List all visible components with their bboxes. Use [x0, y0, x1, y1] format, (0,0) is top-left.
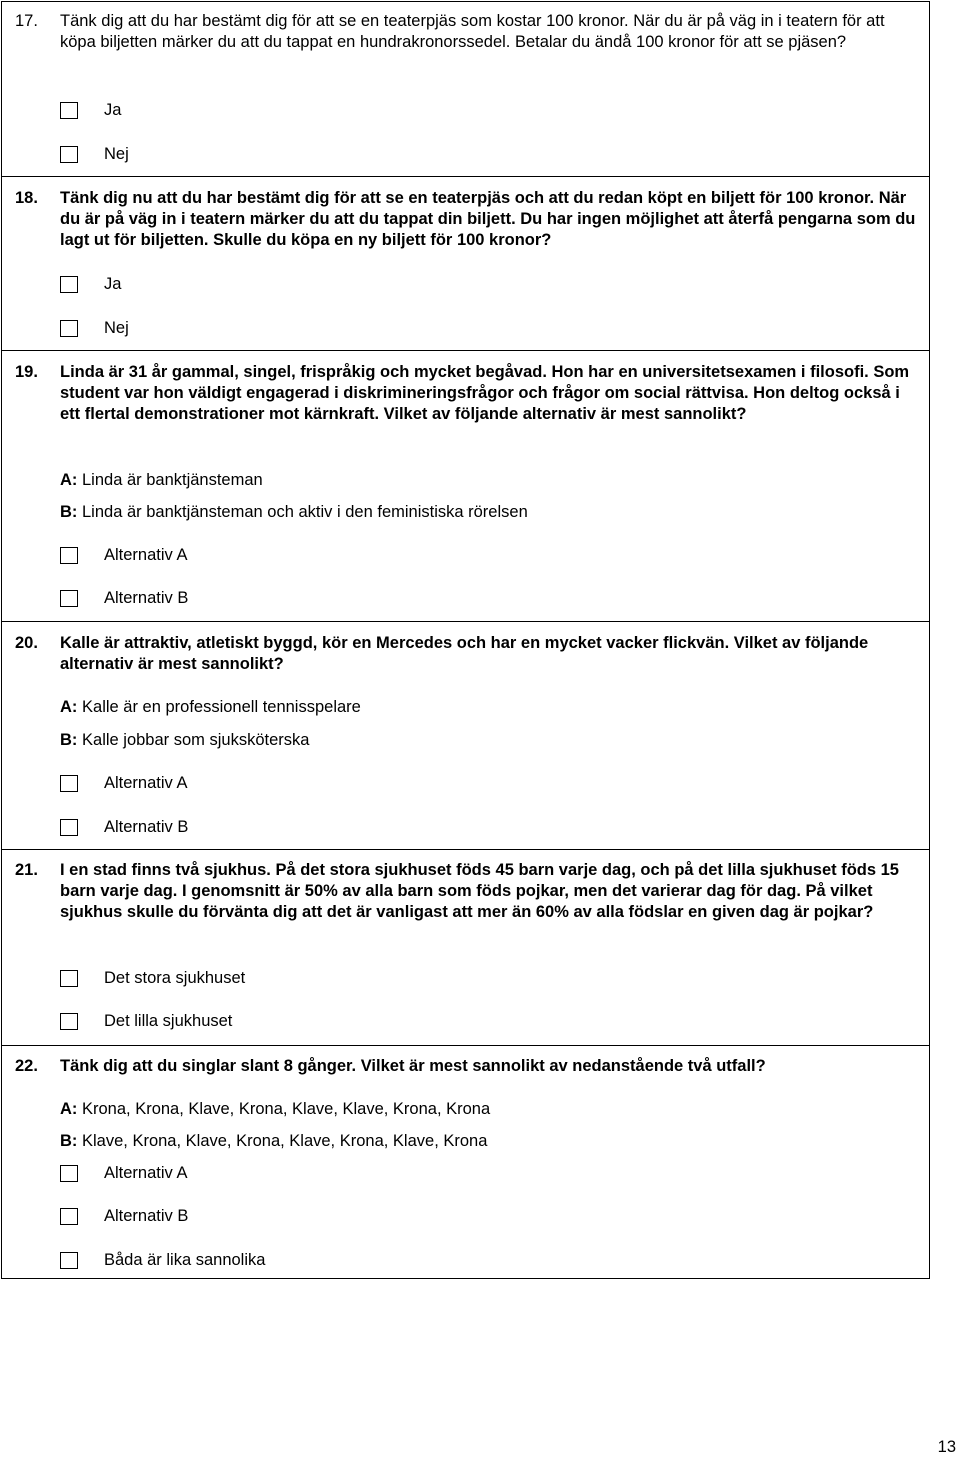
question-21 — [1, 849, 930, 1045]
checkbox[interactable] — [60, 775, 78, 792]
option-alternativ-a[interactable] — [60, 544, 187, 566]
checkbox[interactable] — [60, 970, 78, 987]
option-label: Ja — [104, 100, 122, 119]
alternative-b: B: Klave, Krona, Klave, Krona, Klave, Krona, Klave, Krona — [60, 1132, 488, 1150]
question-number: 21. — [15, 861, 38, 879]
option-det-stora-sjukhuset[interactable] — [60, 967, 245, 989]
alternative-b: B: Kalle jobbar som sjuksköterska — [60, 731, 310, 749]
option-det-lilla-sjukhuset[interactable] — [60, 1010, 232, 1032]
option-alternativ-b[interactable] — [60, 587, 188, 609]
checkbox[interactable] — [60, 1165, 78, 1182]
checkbox[interactable] — [60, 276, 78, 293]
option-ja[interactable] — [60, 99, 121, 121]
alternative-a: A: Kalle är en professionell tennisspelare — [60, 698, 361, 716]
question-19 — [1, 350, 930, 621]
question-17 — [1, 1, 930, 176]
question-text: Tänk dig nu att du har bestämt dig för att se en teaterpjäs och att du redan köpt en biljett för 100 kronor. När du är på väg in i teatern märker du att du tappat din biljett. Du har ingen möjlighet att återfå pengarna som du lagt ut för biljetten. Skulle du köpa en ny biljett för 100 kronor? — [60, 189, 916, 249]
option-nej[interactable] — [60, 143, 129, 165]
option-alternativ-b[interactable] — [60, 1205, 188, 1227]
option-label: Ja — [104, 274, 122, 293]
checkbox[interactable] — [60, 320, 78, 337]
alternative-b: B: Linda är banktjänsteman och aktiv i den feministiska rörelsen — [60, 503, 528, 521]
checkbox[interactable] — [60, 547, 78, 564]
option-alternativ-a[interactable] — [60, 772, 187, 794]
question-number: 22. — [15, 1057, 38, 1075]
option-label: Alternativ B — [104, 1206, 189, 1225]
question-text: Linda är 31 år gammal, singel, frispråkig och mycket begåvad. Hon har en universitetsexamen i filosofi. Som student var hon väldigt engagerad i diskrimineringsfrågor och frågor om social rättvisa. Hon deltog också i ett flertal demonstrationer mot kärnkraft. Vilket av följande alternativ är mest sannolikt? — [60, 363, 910, 423]
checkbox[interactable] — [60, 102, 78, 119]
checkbox[interactable] — [60, 146, 78, 163]
question-text: I en stad finns två sjukhus. På det stora sjukhuset föds 45 barn varje dag, och på det lilla sjukhuset föds 15 barn varje dag. I genomsnitt är 50% av alla barn som föds pojkar, men det varierar dag för dag. På vilket sjukhus skulle du förvänta dig att det är vanligast att mer än 60% av alla födslar en given dag är pojkar? — [60, 861, 899, 921]
checkbox[interactable] — [60, 1013, 78, 1030]
alternative-a: A: Krona, Krona, Klave, Krona, Klave, Klave, Krona, Krona — [60, 1100, 491, 1118]
checkbox[interactable] — [60, 819, 78, 836]
question-number: 20. — [15, 634, 38, 652]
option-label: Alternativ A — [104, 545, 188, 564]
question-18 — [1, 176, 930, 350]
question-text: Tänk dig att du singlar slant 8 gånger. Vilket är mest sannolikt av nedanstående två utfall? — [60, 1057, 766, 1075]
option-label: Det stora sjukhuset — [104, 968, 246, 987]
page-number: 13 — [937, 1438, 956, 1456]
option-label: Båda är lika sannolika — [104, 1250, 266, 1269]
option-label: Alternativ B — [104, 588, 189, 607]
checkbox[interactable] — [60, 1252, 78, 1269]
option-alternativ-a[interactable] — [60, 1162, 187, 1184]
question-number: 17. — [15, 12, 38, 30]
option-label: Det lilla sjukhuset — [104, 1011, 233, 1030]
option-bada-lika-sannolika[interactable] — [60, 1249, 265, 1271]
option-label: Alternativ A — [104, 773, 188, 792]
option-alternativ-b[interactable] — [60, 816, 188, 838]
alternative-a: A: Linda är banktjänsteman — [60, 471, 263, 489]
checkbox[interactable] — [60, 1208, 78, 1225]
question-20 — [1, 621, 930, 849]
question-number: 19. — [15, 363, 38, 381]
question-number: 18. — [15, 189, 38, 207]
option-ja[interactable] — [60, 273, 121, 295]
question-text: Kalle är attraktiv, atletiskt byggd, kör en Mercedes och har en mycket vacker flickvän. Vilket av följande alternativ är mest sannolikt? — [60, 634, 869, 673]
question-22 — [1, 1045, 930, 1279]
option-nej[interactable] — [60, 317, 129, 339]
option-label: Nej — [104, 318, 129, 337]
option-label: Nej — [104, 144, 129, 163]
checkbox[interactable] — [60, 590, 78, 607]
question-text: Tänk dig att du har bestämt dig för att se en teaterpjäs som kostar 100 kronor. När du är på väg in i teatern för att köpa biljetten märker du att du tappat en hundrakronorssedel. Betalar du ändå 100 kronor för att se pjäsen? — [60, 12, 885, 51]
option-label: Alternativ B — [104, 817, 189, 836]
option-label: Alternativ A — [104, 1163, 188, 1182]
